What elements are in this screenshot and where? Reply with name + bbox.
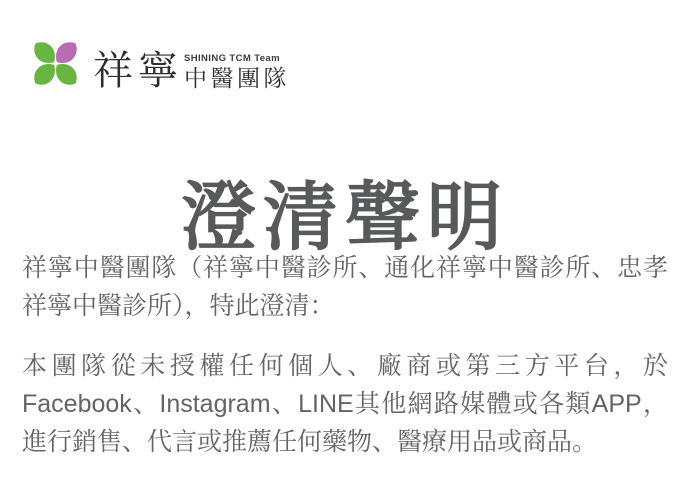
statement-body xyxy=(22,249,668,461)
statement-paragraph-1: 祥寧中醫團隊（祥寧中醫診所、通化祥寧中醫診所、忠孝祥寧中醫診所），特此澄清： xyxy=(22,254,668,320)
four-leaf-clover-icon xyxy=(24,32,87,95)
brand-name-zh: 祥寧 xyxy=(93,49,183,93)
statement-paragraph-2: 本團隊從未授權任何個人、廠商或第三方平台，於Facebook、Instagram、LINE其他網路媒體或各類APP，進行銷售、代言或推薦任何藥物、醫療用品或商品。 xyxy=(22,352,668,456)
brand-name-en: SHINING TCM Team xyxy=(184,52,280,64)
clinic-logo xyxy=(24,32,290,95)
logo-text xyxy=(93,51,290,95)
brand-name-sub: 中醫團隊 xyxy=(184,64,290,91)
page-title: 澄清聲明 xyxy=(180,175,509,260)
